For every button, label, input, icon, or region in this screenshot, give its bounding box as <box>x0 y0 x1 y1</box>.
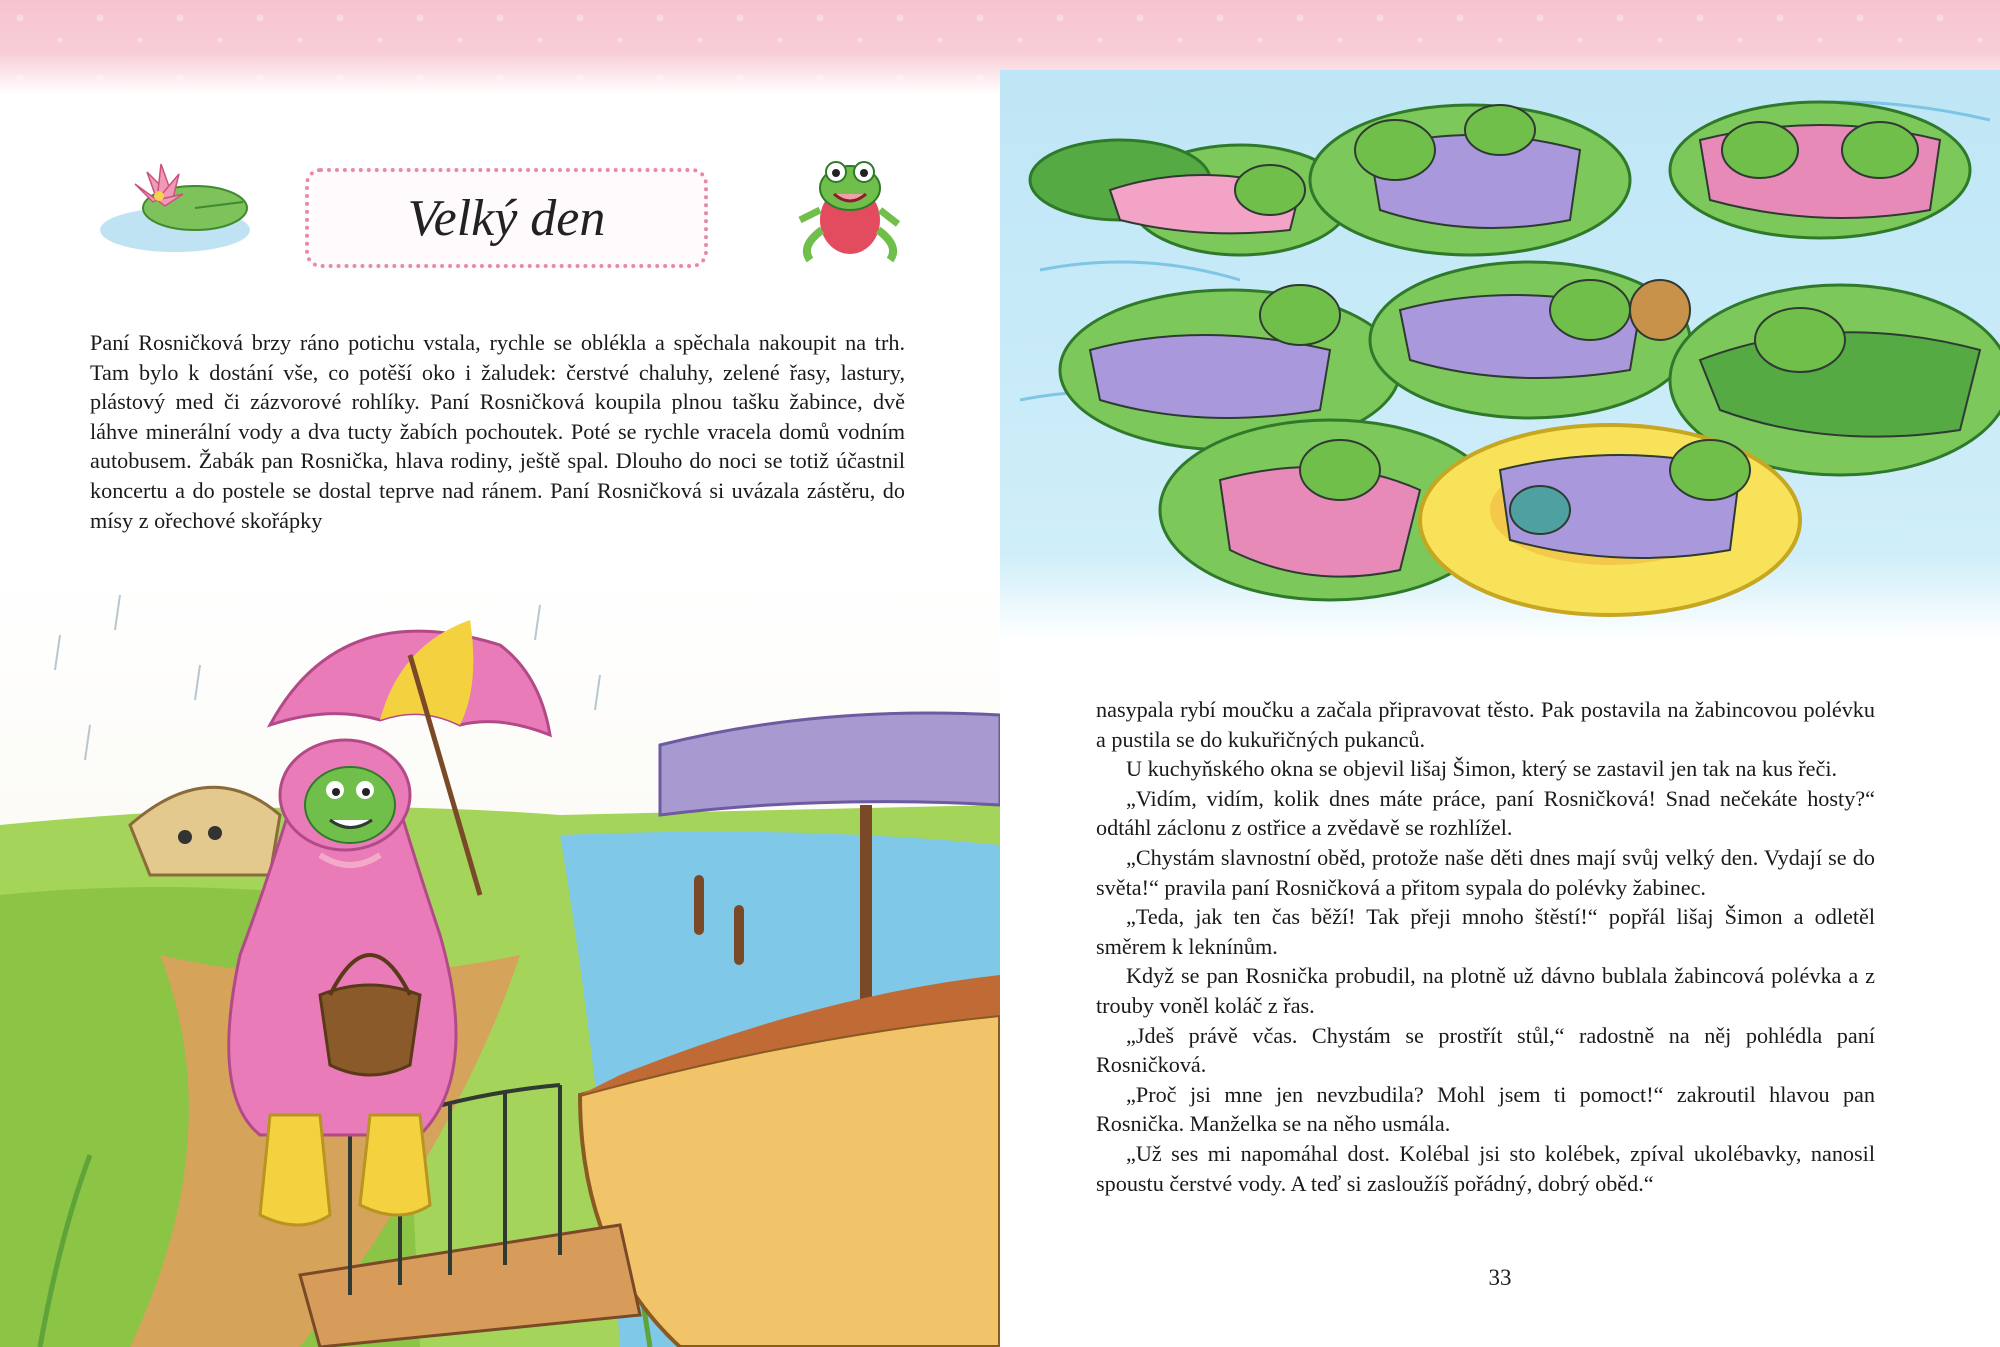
paragraph: „Teda, jak ten čas běží! Tak přeji mnoho štěstí!“ popřál lišaj Šimon a odletěl směrem k leknínům. <box>1096 904 1875 959</box>
paragraph: nasypala rybí moučku a začala připravovat těsto. Pak postavila na žabincovou polévku a pustila se do kukuřičných pukanců. <box>1096 697 1875 752</box>
paragraph: Paní Rosničková brzy ráno potichu vstala, rychle se oblékla a spěchala nakoupit na trh. Tam bylo k dostání vše, co potěší oko i žaludek: čerstvé chaluhy, zelené řasy, lastury, plástový med či zázvorové rohlíky. Paní Rosničková koupila plnou tašku žabince, dvě láhve minerální vody a dva tucty žabích pochoutek. Poté se rychle vracela domů vodním autobusem. Žabák pan Rosnička, hlava rodiny, ještě spal. Dlouho do noci se totiž účastnil koncertu a do postele se dostal teprve nad ránem. Paní Rosničková si uvázala zástěru, do mísy z ořechové skořápky <box>90 330 905 533</box>
left-page-text <box>90 328 905 535</box>
water-lily-icon <box>95 150 255 260</box>
right-page-text <box>1096 695 1875 1198</box>
frog-icon <box>780 150 920 270</box>
paragraph: „Jdeš právě včas. Chystám se prostřít stůl,“ radostně na něj pohlédla paní Rosničková. <box>1096 1022 1875 1078</box>
paragraph: „Chystám slavnostní oběd, protože naše děti dnes mají svůj velký den. Vydají se do světa!“ pravila paní Rosničková a přitom sypala do polévky žabinec. <box>1096 844 1875 900</box>
paragraph: „Už ses mi napomáhal dost. Kolébal jsi sto kolébek, zpíval ukolébavky, nanosil spoustu čerstvé vody. A teď si zasloužíš pořádný, dobrý oběd.“ <box>1096 1140 1875 1196</box>
sleeping-frogs-illustration <box>1000 70 2000 640</box>
paragraph: U kuchyňského okna se objevil lišaj Šimon, který se zastavil jen tak na kus řeči. <box>1126 756 1838 782</box>
page-number: 33 <box>1488 1265 1512 1290</box>
page-title: Velký den <box>407 189 606 247</box>
frog-with-umbrella-illustration <box>0 575 1000 1347</box>
paragraph: Když se pan Rosnička probudil, na plotně už dávno bublala žabincová polévka a z trouby voněl koláč z řas. <box>1096 963 1875 1018</box>
paragraph: „Vidím, vidím, kolik dnes máte práce, paní Rosničková! Snad nečekáte hosty?“ odtáhl záclonu z ostřice a zvědavě se rozhlížel. <box>1096 785 1875 841</box>
paragraph: „Proč jsi mne jen nevzbudila? Mohl jsem ti pomoct!“ zakroutil hlavou pan Rosnička. Manželka se na něho usmála. <box>1096 1081 1875 1137</box>
title-frame <box>305 168 708 268</box>
